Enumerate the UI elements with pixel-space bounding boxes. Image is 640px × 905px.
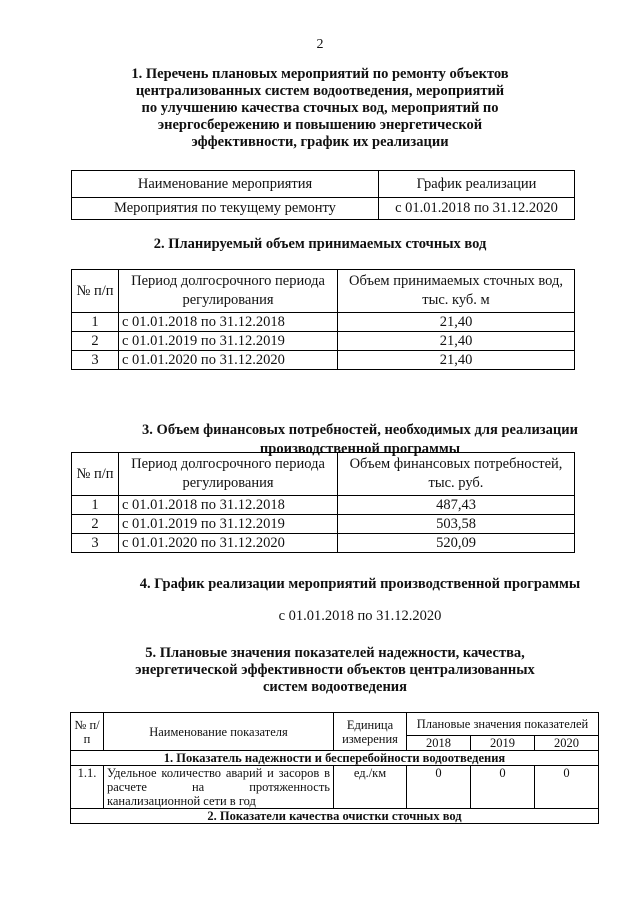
header-planned-values: Плановые значения показателей xyxy=(407,713,599,736)
table-header-row xyxy=(72,270,575,313)
table-row xyxy=(71,766,599,809)
row-volume-cell: 21,40 xyxy=(338,351,575,370)
section1-title-line: по улучшению качества сточных вод, мероприятий по xyxy=(141,100,499,116)
row-period-cell: с 01.01.2019 по 31.12.2019 xyxy=(119,332,338,351)
row-period-cell: с 01.01.2019 по 31.12.2019 xyxy=(119,515,338,534)
section2-title: 2. Планируемый объем принимаемых сточных вод xyxy=(153,236,487,252)
table-row xyxy=(72,313,575,332)
section5-title-line: систем водоотведения xyxy=(262,679,408,695)
row-amount-cell: 503,58 xyxy=(338,515,575,534)
table-row xyxy=(72,198,575,220)
header-period: Период долгосрочного периода регулирования xyxy=(119,453,338,496)
section4-period: с 01.01.2018 по 31.12.2020 xyxy=(278,608,442,624)
section1-title-line: 1. Перечень плановых мероприятий по ремонту объектов xyxy=(131,66,509,82)
section5-title-line: 5. Плановые значения показателей надежности, качества, xyxy=(145,645,525,661)
group-treatment-quality: 2. Показатели качества очистки сточных вод xyxy=(71,809,599,824)
row-value-2020: 0 xyxy=(534,766,598,809)
table-row xyxy=(72,496,575,515)
row-period-cell: с 01.01.2018 по 31.12.2018 xyxy=(119,496,338,515)
schedule-cell: с 01.01.2018 по 31.12.2020 xyxy=(379,198,575,220)
header-schedule: График реализации xyxy=(379,171,575,198)
section3-title-line: 3. Объем финансовых потребностей, необходимых для реализации xyxy=(142,422,578,438)
header-year-2018: 2018 xyxy=(407,736,471,751)
table-header-row xyxy=(72,171,575,198)
financial-needs-table xyxy=(71,452,575,553)
section3-title-line: производственной программы xyxy=(259,441,461,457)
activity-name-cell: Мероприятия по текущему ремонту xyxy=(72,198,379,220)
table-header-row xyxy=(71,713,599,736)
indicators-table xyxy=(70,712,599,824)
row-num-cell: 2 xyxy=(72,515,119,534)
row-indicator-name: Удельное количество аварий и засоров в расчете на протяженность канализационной сети в год xyxy=(104,766,334,809)
header-year-2020: 2020 xyxy=(534,736,598,751)
group-reliability: 1. Показатель надежности и бесперебойности водоотведения xyxy=(71,751,599,766)
section1-title-line: эффективности, график их реализации xyxy=(191,134,449,150)
header-unit: Единица измерения xyxy=(334,713,407,751)
header-volume: Объем принимаемых сточных вод, тыс. куб. м xyxy=(338,270,575,313)
row-period-cell: с 01.01.2020 по 31.12.2020 xyxy=(119,351,338,370)
section1-title-line: централизованных систем водоотведения, мероприятий xyxy=(135,83,505,99)
section5-title-line: энергетической эффективности объектов централизованных xyxy=(135,662,535,678)
row-volume-cell: 21,40 xyxy=(338,313,575,332)
section1-title xyxy=(0,66,640,151)
row-amount-cell: 487,43 xyxy=(338,496,575,515)
table-row xyxy=(72,351,575,370)
row-num-cell: 3 xyxy=(72,351,119,370)
row-amount-cell: 520,09 xyxy=(338,534,575,553)
row-num-cell: 3 xyxy=(72,534,119,553)
table-row xyxy=(72,534,575,553)
row-value-2019: 0 xyxy=(470,766,534,809)
table-group-row xyxy=(71,751,599,766)
header-period: Период долгосрочного периода регулирования xyxy=(119,270,338,313)
table-row xyxy=(72,515,575,534)
header-activity-name: Наименование мероприятия xyxy=(72,171,379,198)
page-number: 2 xyxy=(316,37,324,52)
header-year-2019: 2019 xyxy=(470,736,534,751)
row-period-cell: с 01.01.2018 по 31.12.2018 xyxy=(119,313,338,332)
activities-table xyxy=(71,170,575,220)
header-num: № п/п xyxy=(71,713,104,751)
row-num-cell: 1 xyxy=(72,313,119,332)
row-volume-cell: 21,40 xyxy=(338,332,575,351)
header-indicator-name: Наименование показателя xyxy=(104,713,334,751)
row-num-cell: 1 xyxy=(72,496,119,515)
section1-title-line: энергосбережению и повышению энергетической xyxy=(157,117,483,133)
wastewater-volume-table xyxy=(71,269,575,370)
row-value-2018: 0 xyxy=(407,766,471,809)
table-header-row xyxy=(72,453,575,496)
header-num: № п/п xyxy=(72,453,119,496)
row-num-cell: 1.1. xyxy=(71,766,104,809)
header-financial-needs: Объем финансовых потребностей, тыс. руб. xyxy=(338,453,575,496)
row-unit-cell: ед./км xyxy=(334,766,407,809)
table-group-row xyxy=(71,809,599,824)
table-row xyxy=(72,332,575,351)
header-num: № п/п xyxy=(72,270,119,313)
row-period-cell: с 01.01.2020 по 31.12.2020 xyxy=(119,534,338,553)
row-num-cell: 2 xyxy=(72,332,119,351)
section5-title xyxy=(0,645,640,696)
section4-title: 4. График реализации мероприятий производственной программы xyxy=(139,576,581,592)
